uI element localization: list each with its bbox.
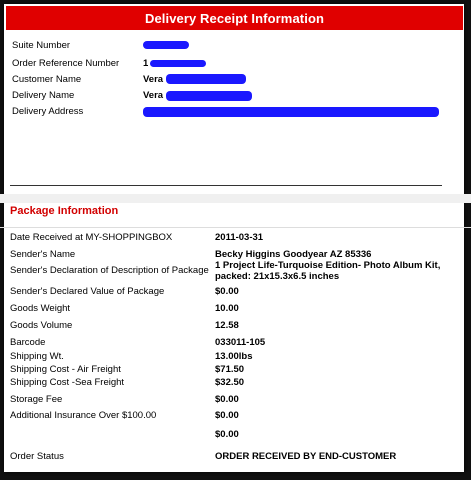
date-received-label: Date Received at MY-SHOPPINGBOX — [10, 232, 173, 243]
insurance-value: $0.00 — [215, 410, 239, 421]
air-freight-value: $71.50 — [215, 364, 245, 375]
total-value: $0.00 — [215, 429, 239, 440]
redaction-order-ref — [150, 60, 206, 67]
redaction-delivery-name — [166, 91, 252, 101]
order-status-value: ORDER RECEIVED BY END-CUSTOMER — [215, 451, 397, 462]
suite-number-label: Suite Number — [12, 40, 71, 51]
receipt-header-title: Delivery Receipt Information — [144, 10, 325, 26]
air-freight-label: Shipping Cost - Air Freight — [10, 364, 121, 375]
declared-value-value: $0.00 — [215, 286, 239, 297]
sea-freight-label: Shipping Cost -Sea Freight — [10, 377, 125, 388]
package-divider — [0, 227, 471, 228]
order-ref-value: 1 — [143, 58, 149, 69]
declared-value-label: Sender's Declared Value of Package — [10, 286, 165, 297]
shipping-wt-label: Shipping Wt. — [10, 351, 64, 362]
customer-name-label: Customer Name — [12, 74, 82, 85]
goods-weight-label: Goods Weight — [10, 303, 71, 314]
sender-declaration-label: Sender's Declaration of Description of Package — [10, 265, 209, 276]
receipt-header — [6, 6, 463, 30]
date-received-value: 2011-03-31 — [215, 232, 264, 243]
order-ref-label: Order Reference Number — [12, 58, 120, 69]
goods-volume-label: Goods Volume — [10, 320, 73, 331]
delivery-address-label: Delivery Address — [12, 106, 84, 117]
section-gap — [0, 194, 471, 203]
storage-fee-value: $0.00 — [215, 394, 239, 405]
redaction-suite-number — [143, 41, 189, 49]
goods-weight-value: 10.00 — [215, 303, 239, 314]
delivery-name-label: Delivery Name — [12, 90, 75, 101]
delivery-name-value: Vera — [143, 90, 164, 101]
order-status-label: Order Status — [10, 451, 64, 462]
insurance-label: Additional Insurance Over $100.00 — [10, 410, 157, 421]
sender-name-value: Becky Higgins Goodyear AZ 85336 — [215, 249, 372, 260]
sea-freight-value: $32.50 — [215, 377, 245, 388]
barcode-value: 033011-105 — [215, 337, 266, 348]
goods-volume-value: 12.58 — [215, 320, 239, 331]
redaction-customer-name — [166, 74, 246, 84]
shipping-wt-value: 13.00lbs — [215, 351, 253, 362]
sender-name-label: Sender's Name — [10, 249, 76, 260]
barcode-label: Barcode — [10, 337, 46, 348]
package-info-title: Package Information — [10, 205, 119, 217]
storage-fee-label: Storage Fee — [10, 394, 63, 405]
sender-declaration-value: 1 Project Life-Turquoise Edition- Photo Album Kit, packed: 21x15.3x6.5 inches — [215, 260, 441, 282]
redaction-delivery-address — [143, 107, 439, 117]
section-divider — [10, 185, 442, 186]
customer-name-value: Vera — [143, 74, 164, 85]
